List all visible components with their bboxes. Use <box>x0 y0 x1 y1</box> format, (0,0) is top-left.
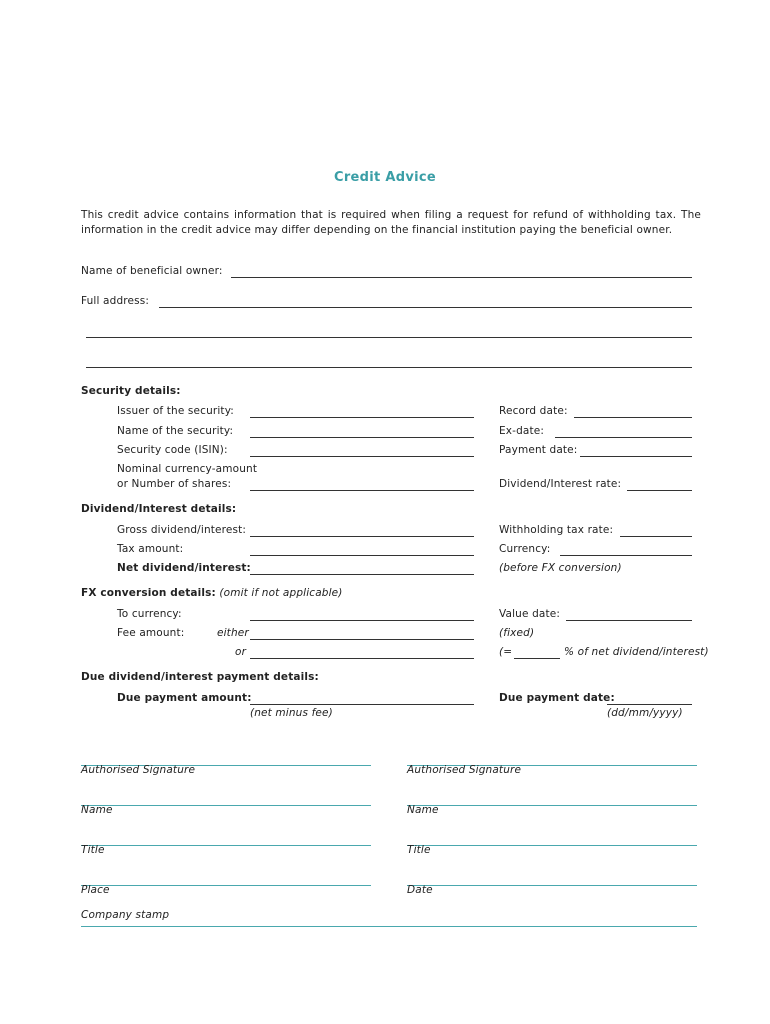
title-label-left: Title <box>81 844 105 856</box>
fee-amount-label: Fee amount: <box>117 627 185 639</box>
gross-dividend-label: Gross dividend/interest: <box>117 524 247 536</box>
to-currency-label: To currency: <box>117 608 182 620</box>
before-fx-note: (before FX conversion) <box>499 562 622 574</box>
record-date-label: Record date: <box>499 405 568 417</box>
withholding-rate-label: Withholding tax rate: <box>499 524 614 536</box>
currency-label: Currency: <box>499 543 551 555</box>
due-date-label: Due payment date: <box>499 692 615 704</box>
date-label: Date <box>407 884 433 896</box>
withholding-rate-field[interactable] <box>620 536 692 537</box>
ex-date-field[interactable] <box>555 437 692 438</box>
payment-date-label: Payment date: <box>499 444 578 456</box>
issuer-field[interactable] <box>250 417 474 418</box>
isin-field[interactable] <box>250 456 474 457</box>
tax-amount-label: Tax amount: <box>117 543 184 555</box>
signature-label-left: Authorised Signature <box>81 764 196 776</box>
nominal-field[interactable] <box>250 490 474 491</box>
fee-either-label: either <box>217 627 249 639</box>
gross-dividend-field[interactable] <box>250 536 474 537</box>
dividend-rate-field[interactable] <box>627 490 692 491</box>
to-currency-field[interactable] <box>250 620 474 621</box>
value-date-label: Value date: <box>499 608 561 620</box>
fee-fixed-note: (fixed) <box>499 627 535 639</box>
due-amount-field[interactable] <box>250 704 474 705</box>
fee-percent-suffix: % of net dividend/interest) <box>564 646 709 658</box>
value-date-field[interactable] <box>566 620 692 621</box>
net-dividend-label: Net dividend/interest: <box>117 562 251 574</box>
security-name-label: Name of the security: <box>117 425 234 437</box>
full-address-field-3[interactable] <box>86 367 692 368</box>
title-line-right[interactable] <box>407 845 697 846</box>
fx-details-heading: FX conversion details: <box>81 587 216 599</box>
fx-omit-note: (omit if not applicable) <box>219 587 343 599</box>
place-label: Place <box>81 884 110 896</box>
date-line[interactable] <box>407 885 697 886</box>
dividend-rate-label: Dividend/Interest rate: <box>499 478 622 490</box>
security-name-field[interactable] <box>250 437 474 438</box>
record-date-field[interactable] <box>574 417 692 418</box>
net-dividend-field[interactable] <box>250 574 474 575</box>
currency-field[interactable] <box>560 555 692 556</box>
due-amount-label: Due payment amount: <box>117 692 252 704</box>
ex-date-label: Ex-date: <box>499 425 545 437</box>
due-payment-heading: Due dividend/interest payment details: <box>81 671 319 683</box>
fee-fixed-field[interactable] <box>250 639 474 640</box>
page-title: Credit Advice <box>334 170 436 185</box>
title-label-right: Title <box>407 844 431 856</box>
intro-paragraph: This credit advice contains information that is required when filing a request for refund of withholding tax. The information in the credit advice may differ depending on the financial institution paying the beneficial owner. <box>81 209 701 236</box>
fee-percent-amount-field[interactable] <box>250 658 474 659</box>
name-label-right: Name <box>407 804 439 816</box>
beneficial-owner-label: Name of beneficial owner: <box>81 265 223 277</box>
beneficial-owner-field[interactable] <box>231 277 692 278</box>
full-address-field-2[interactable] <box>86 337 692 338</box>
title-line-left[interactable] <box>81 845 371 846</box>
fx-heading-row <box>81 587 343 599</box>
net-minus-fee-note: (net minus fee) <box>250 707 333 719</box>
company-stamp-line[interactable] <box>81 926 697 927</box>
name-label-left: Name <box>81 804 113 816</box>
fee-or-label: or <box>235 646 247 658</box>
isin-label: Security code (ISIN): <box>117 444 228 456</box>
place-line[interactable] <box>81 885 371 886</box>
fee-percent-field[interactable] <box>514 658 560 659</box>
dividend-details-heading: Dividend/Interest details: <box>81 503 237 515</box>
name-line-left[interactable] <box>81 805 371 806</box>
payment-date-field[interactable] <box>580 456 692 457</box>
name-line-right[interactable] <box>407 805 697 806</box>
signature-label-right: Authorised Signature <box>407 764 522 776</box>
due-date-field[interactable] <box>607 704 692 705</box>
company-stamp-label: Company stamp <box>81 909 170 921</box>
tax-amount-field[interactable] <box>250 555 474 556</box>
date-format-note: (dd/mm/yyyy) <box>607 707 683 719</box>
security-details-heading: Security details: <box>81 385 181 397</box>
nominal-label-line2: or Number of shares: <box>117 478 232 490</box>
fee-percent-prefix: (= <box>499 646 513 658</box>
full-address-field-1[interactable] <box>159 307 692 308</box>
nominal-label-line1: Nominal currency-amount <box>117 463 258 475</box>
issuer-label: Issuer of the security: <box>117 405 234 417</box>
full-address-label: Full address: <box>81 295 150 307</box>
